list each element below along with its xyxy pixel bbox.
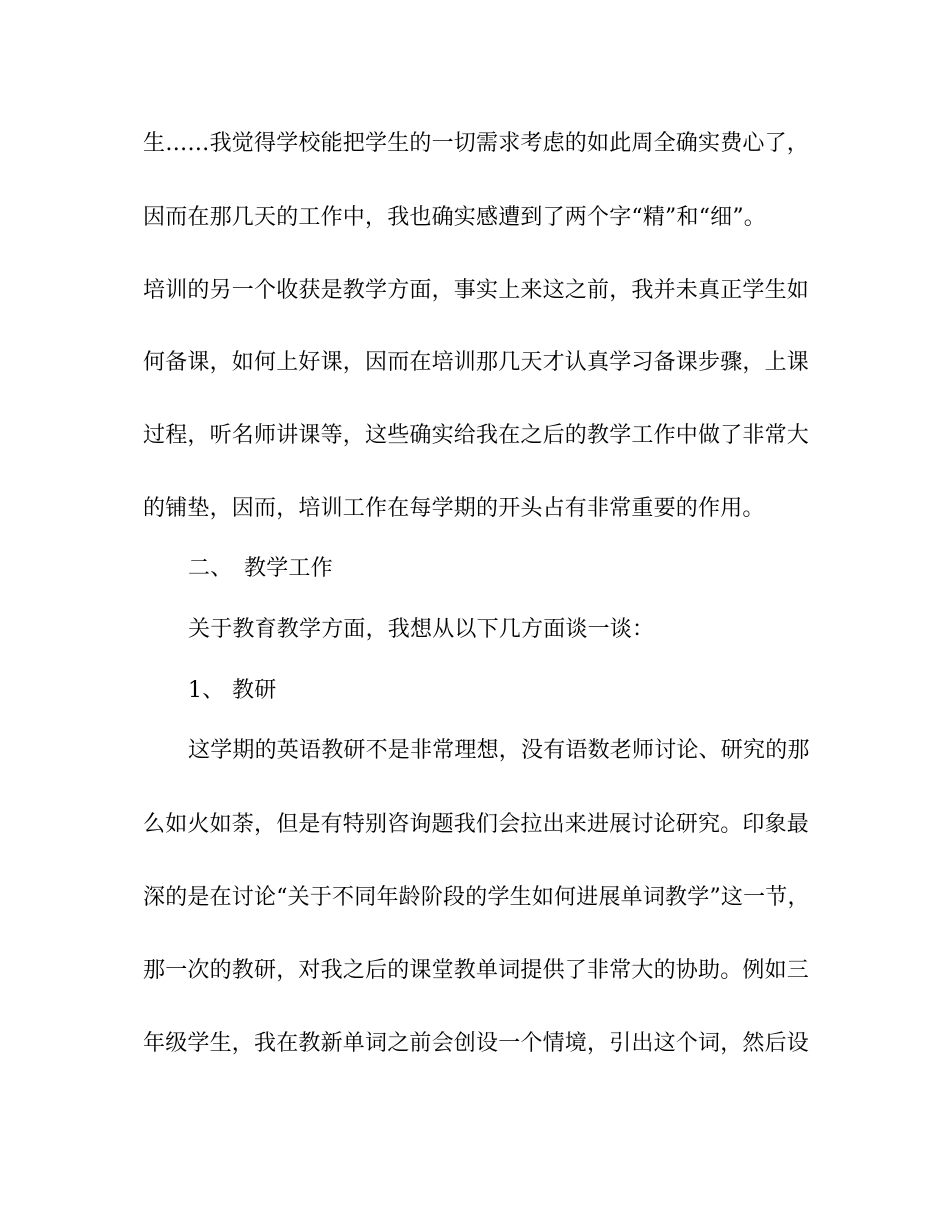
paragraph-line: 生……我觉得学校能把学生的一切需求考虑的如此周全确实费心了， [143, 131, 810, 156]
paragraph-line: 何备课，如何上好课，因而在培训那几天才认真学习备课步骤，上课 [143, 350, 810, 375]
paragraph-line: 因而在那几天的工作中，我也确实感遭到了两个字“精”和“细”。 [143, 205, 766, 230]
paragraph-line: 这学期的英语教研不是非常理想，没有语数老师讨论、研究的那 [188, 738, 810, 763]
section-number: 二、 [188, 556, 233, 581]
paragraph-line: 深的是在讨论“关于不同年龄阶段的学生如何进展单词教学”这一节， [143, 885, 810, 910]
subsection-number: 1、 [188, 678, 225, 703]
paragraph-line: 过程，听名师讲课等，这些确实给我在之后的教学工作中做了非常大 [143, 423, 810, 448]
paragraph-line: 那一次的教研，对我之后的课堂教单词提供了非常大的协助。例如三 [143, 958, 810, 983]
section-heading [188, 554, 333, 584]
paragraph-line: 培训的另一个收获是教学方面，事实上来这之前，我并未真正学生如 [143, 278, 810, 303]
subsection-title: 教研 [232, 678, 277, 703]
section-title: 教学工作 [244, 556, 333, 581]
paragraph-line: 年级学生，我在教新单词之前会创设一个情境，引出这个词，然后设 [143, 1031, 810, 1056]
intro-line: 关于教育教学方面，我想从以下几方面谈一谈： [188, 617, 655, 642]
paragraph-line: 么如火如荼，但是有特别咨询题我们会拉出来进展讨论研究。印象最 [143, 812, 810, 837]
subsection-heading [188, 676, 276, 706]
paragraph-line: 的铺垫，因而，培训工作在每学期的开头占有非常重要的作用。 [143, 496, 765, 521]
